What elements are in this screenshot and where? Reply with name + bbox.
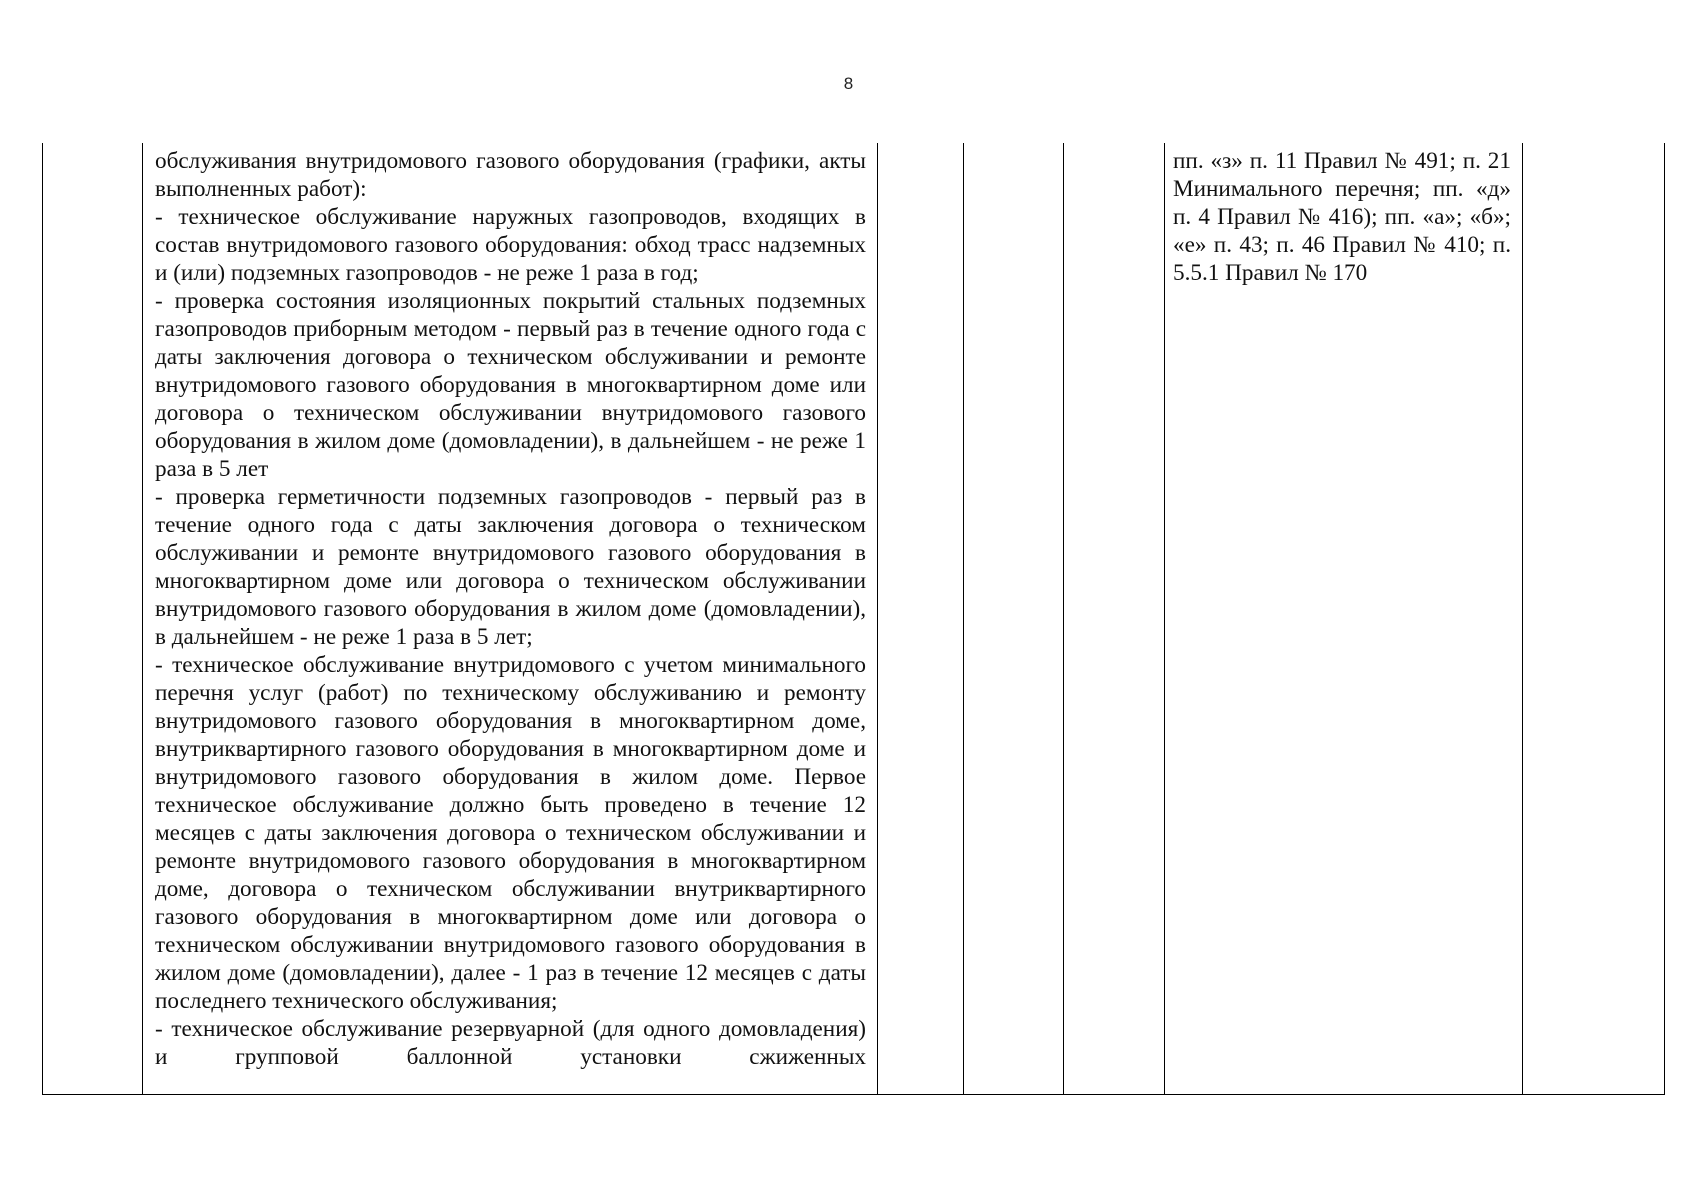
requirement-paragraph: - техническое обслуживание внутридомового с учетом минимального перечня услуг (работ) по техническому обслуживанию и ремонту внутридомового газового оборудования в многоквартирном доме, внутриквартирного газового оборудования в многоквартирном доме и внутридомового газового оборудования в жилом доме. Первое техническое обслуживание должно быть проведено в течение 12 месяцев с даты заключения договора о техническом обслуживании и ремонте внутридомового газового оборудования в многоквартирном доме, договора о техническом обслуживании внутриквартирного газового оборудования в многоквартирном доме или договора о техническом обслуживании внутридомового газового оборудования в жилом доме (домовладении), далее - 1 раз в течение 12 месяцев с даты последнего технического обслуживания; bbox=[155, 652, 866, 1014]
requirement-paragraph: - проверка состояния изоляционных покрытий стальных подземных газопроводов приборным методом - первый раз в течение одного года с даты заключения договора о техническом обслуживании и ремонте внутридомового газового оборудования в многоквартирном доме или договора о техническом обслуживании внутридомового газового оборудования в жилом доме (домовладении), в дальнейшем - не реже 1 раза в 5 лет bbox=[155, 288, 866, 482]
table-column-divider bbox=[1063, 143, 1064, 1095]
table-column-divider bbox=[963, 143, 964, 1095]
requirement-paragraph: обслуживания внутридомового газового оборудования (графики, акты выполненных работ): bbox=[155, 148, 866, 202]
table-column-divider bbox=[1522, 143, 1523, 1095]
requirement-paragraph: - техническое обслуживание наружных газопроводов, входящих в состав внутридомового газового оборудования: обход трасс надземных и (или) подземных газопроводов - не реже 1 раза в год; bbox=[155, 204, 866, 286]
table-column-divider bbox=[1164, 143, 1165, 1095]
requirement-paragraph: - техническое обслуживание резервуарной (для одного домовладения) и групповой баллонной установки сжиженных bbox=[155, 1016, 866, 1070]
requirement-description-cell bbox=[155, 147, 866, 1071]
table-column-divider bbox=[142, 143, 143, 1095]
legal-reference-text: пп. «з» п. 11 Правил № 491; п. 21 Минимального перечня; пп. «д» п. 4 Правил № 416); пп. «а»; «б»; «е» п. 43; п. 46 Правил № 410; п. 5.5.1 Правил № 170 bbox=[1173, 148, 1511, 286]
page-number: 8 bbox=[843, 74, 854, 93]
requirement-paragraph: - проверка герметичности подземных газопроводов - первый раз в течение одного года с даты заключения договора о техническом обслуживании и ремонте внутридомового газового оборудования в многоквартирном доме или договора о техническом обслуживании внутридомового газового оборудования в жилом доме (домовладении), в дальнейшем - не реже 1 раза в 5 лет; bbox=[155, 484, 866, 650]
table-column-divider bbox=[877, 143, 878, 1095]
legal-reference-cell bbox=[1173, 147, 1511, 287]
